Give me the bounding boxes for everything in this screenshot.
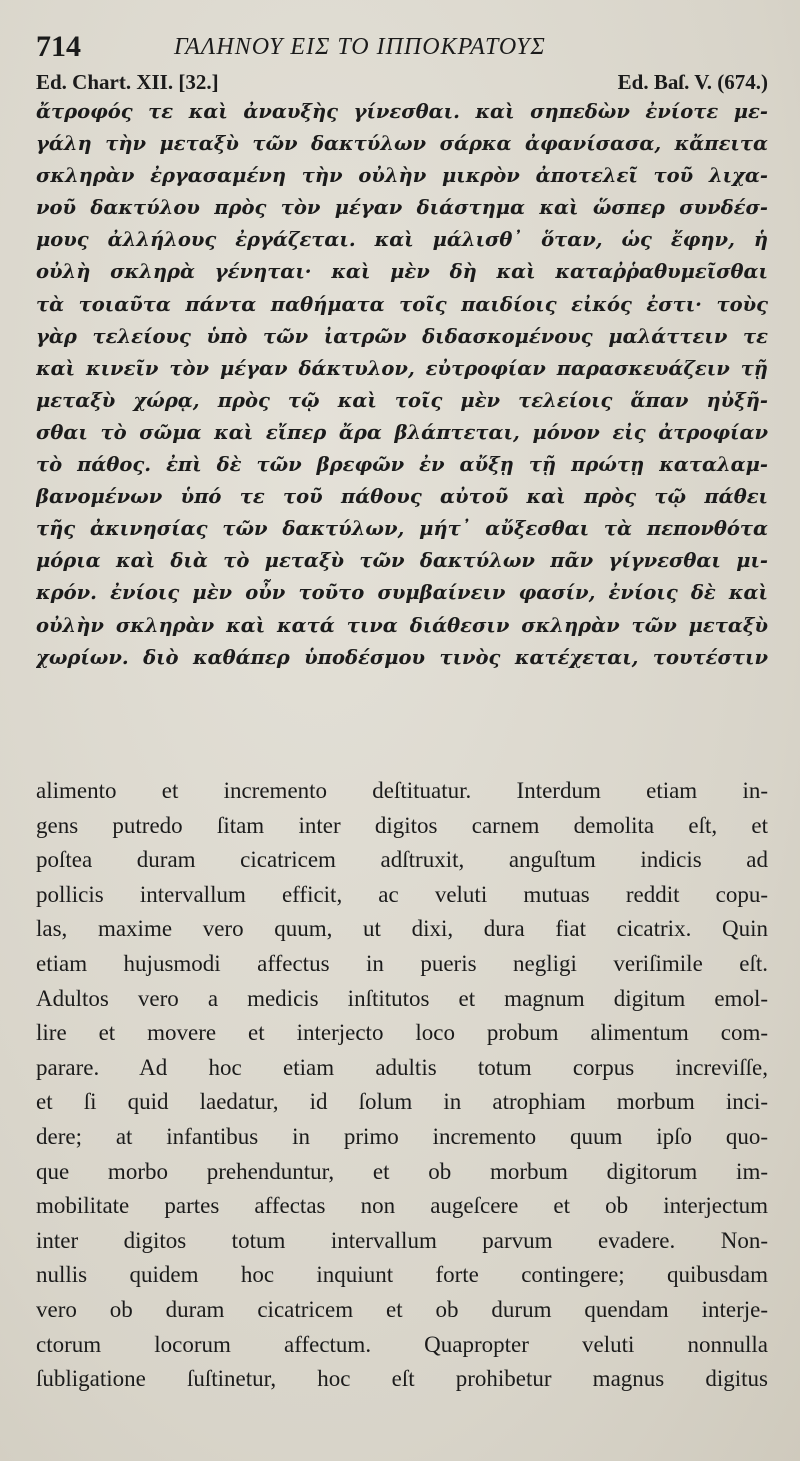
greek-text-line: οὐλὴ σκληρὰ γένηται· καὶ μὲν δὴ καὶ καταῤῥαθυμεῖσθαι [36,260,768,284]
edition-chartier: Ed. Chart. XII. [32.] [36,70,219,94]
greek-text-line: μους ἀλλήλους ἐργάζεται. καὶ μάλισθ᾽ ὅταν, ὡς ἔφην, ἡ [36,228,768,252]
latin-text-line: nullis quidem hoc inquiunt forte contingere; quibusdam [36,1262,768,1288]
latin-text-line: dere; at infantibus in primo incremento quum ipſo quo- [36,1123,768,1149]
greek-text-block [36,96,768,674]
latin-text-line: alimento et incremento deſtituatur. Interdum etiam in- [36,778,768,803]
greek-text-line: οὐλὴν σκληρὰν καὶ κατά τινα διάθεσιν σκληρὰν τῶν μεταξὺ [36,613,768,637]
greek-text-line: νοῦ δακτύλου πρὸς τὸν μέγαν διάστημα καὶ ὥσπερ συνδέσ- [36,196,768,220]
greek-text-line: γάλη τὴν μεταξὺ τῶν δακτύλων σάρκα ἀφανίσασα, κἄπειτα [36,132,768,156]
greek-text-line: χωρίων. διὸ καθάπερ ὑποδέσμου τινὸς κατέχεται, τουτέστιν [36,645,768,669]
greek-text-line: τῆς ἀκινησίας τῶν δακτύλων, μήτ᾽ αὔξεσθαι τὰ πεπονθότα [36,517,768,541]
latin-text-line: gens putredo ſitam inter digitos carnem demolita eſt, et [36,812,768,838]
greek-text-line: καὶ κινεῖν τὸν μέγαν δάκτυλον, εὐτροφίαν παρασκευάζειν τῇ [36,356,768,380]
latin-text-line: etiam hujusmodi affectus in pueris negligi veriſimile eſt. [36,950,768,976]
latin-text-line: inter digitos totum intervallum parvum evadere. Non- [36,1227,768,1253]
greek-text-line: γὰρ τελείους ὑπὸ τῶν ἰατρῶν διδασκομένους μαλάττειν τε [36,324,768,348]
latin-text-line: poſtea duram cicatricem adſtruxit, anguſtum indicis ad [36,847,768,873]
edition-references [36,70,768,96]
latin-text-line: pollicis intervallum efficit, ac veluti mutuas reddit copu- [36,881,768,907]
latin-text-line: ſubligatione ſuſtinetur, hoc eſt prohibetur magnus digitus [36,1366,768,1392]
running-title: ΓΑΛΗΝΟΥ ΕΙΣ ΤΟ ΙΠΠΟΚΡΑΤΟΥΣ [174,34,546,60]
latin-text-line: Adultos vero a medicis inſtitutos et magnum digitum emol- [36,985,768,1011]
edition-basel: Ed. Baſ. V. (674.) [617,70,768,94]
greek-text-line: μεταξὺ χώρᾳ, πρὸς τῷ καὶ τοῖς μὲν τελείοις ἅπαν ηὐξῆ- [36,388,768,412]
greek-text-line: σθαι τὸ σῶμα καὶ εἴπερ ἄρα βλάπτεται, μόνον εἰς ἀτροφίαν [36,420,768,444]
page-number: 714 [36,30,81,63]
greek-text-line: σκληρὰν ἐργασαμένη τὴν οὐλὴν μικρὸν ἀποτελεῖ τοῦ λιχα- [36,164,768,188]
greek-text-line: τὸ πάθος. ἐπὶ δὲ τῶν βρεφῶν ἐν αὔξῃ τῇ πρώτῃ καταλαμ- [36,453,768,477]
latin-text-line: las, maxime vero quum, ut dixi, dura fiat cicatrix. Quin [36,916,768,942]
greek-text-line: τὰ τοιαῦτα πάντα παθήματα τοῖς παιδίοις εἰκός ἐστι· τοὺς [36,292,768,316]
latin-text-line: mobilitate partes affectas non augeſcere et ob interjectum [36,1193,768,1219]
greek-text-line: μόρια καὶ διὰ τὸ μεταξὺ τῶν δακτύλων πᾶν γίγνεσθαι μι- [36,549,768,573]
page-header [36,30,776,70]
latin-text-line: parare. Ad hoc etiam adultis totum corpus increviſſe, [36,1054,768,1080]
greek-text-line: ἄτροφός τε καὶ ἀναυξὴς γίνεσθαι. καὶ σηπεδὼν ἐνίοτε με- [36,100,768,123]
latin-text-line: vero ob duram cicatricem et ob durum quendam interje- [36,1296,768,1322]
latin-text-block [36,774,768,1397]
latin-text-line: lire et movere et interjecto loco probum alimentum com- [36,1020,768,1046]
latin-text-line: et ſi quid laedatur, id ſolum in atrophiam morbum inci- [36,1089,768,1115]
greek-text-line: κρόν. ἐνίοις μὲν οὖν τοῦτο συμβαίνειν φασίν, ἐνίοις δὲ καὶ [36,581,768,605]
latin-text-line: ctorum locorum affectum. Quapropter veluti nonnulla [36,1331,768,1357]
latin-text-line: que morbo prehenduntur, et ob morbum digitorum im- [36,1158,768,1184]
greek-text-line: βανομένων ὑπό τε τοῦ πάθους αὐτοῦ καὶ πρὸς τῷ πάθει [36,485,768,509]
